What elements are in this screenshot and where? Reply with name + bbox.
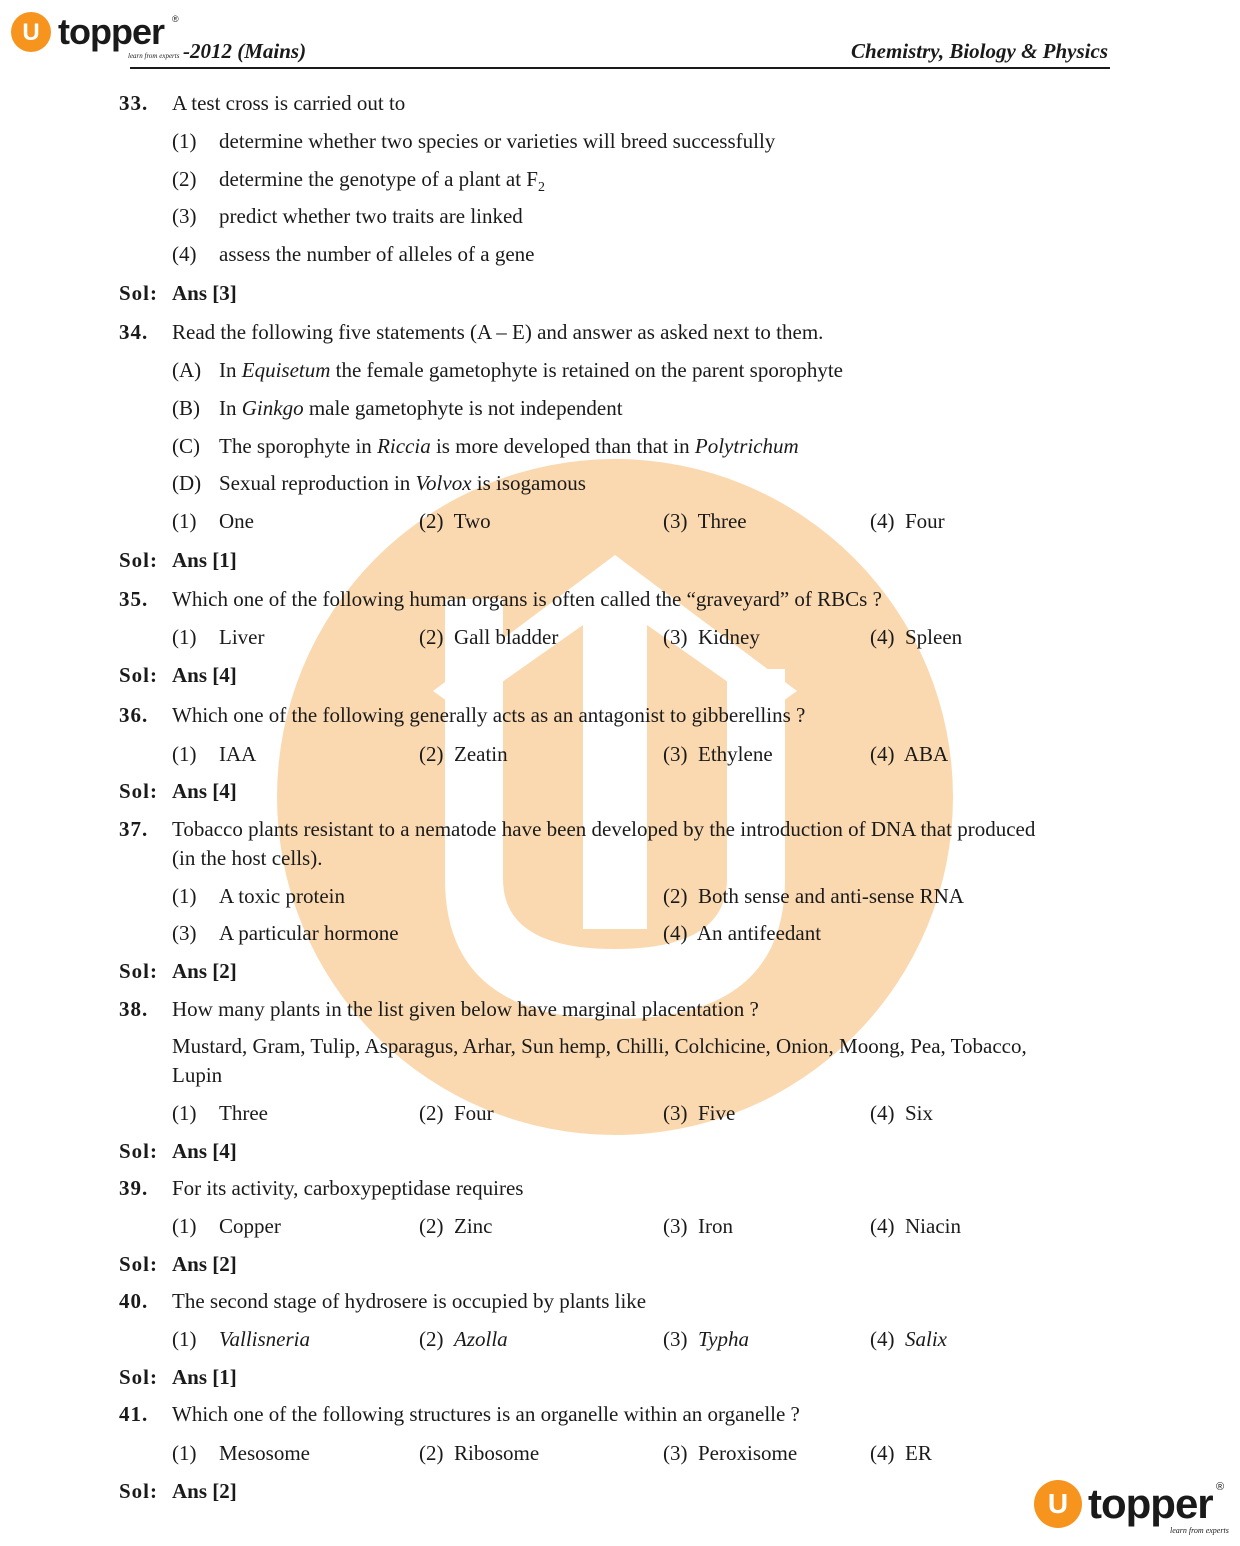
option: (4) Spleen (870, 625, 963, 649)
question-number: 34. (119, 320, 149, 344)
option: (4) Six (870, 1101, 934, 1125)
question-text: Which one of the following structures is an organelle within an organelle ? (172, 1402, 800, 1426)
option: (2) Zinc (419, 1214, 493, 1238)
solution-label: Sol: (119, 663, 159, 687)
solution-label: Sol: (119, 1479, 159, 1503)
question-text-continued: (in the host cells). (172, 846, 323, 870)
option: (2) determine the genotype of a plant at $F_2$ (172, 167, 545, 196)
option: (1) Copper (172, 1214, 281, 1238)
exam-title: -2012 (Mains) (183, 39, 307, 63)
option: (4) ABA (870, 742, 949, 766)
solution-label: Sol: (119, 1139, 159, 1163)
question-text: Tobacco plants resistant to a nematode have been developed by the introduction of DNA that produced (172, 817, 1036, 841)
plant-list-continued: Lupin (172, 1063, 223, 1087)
answer: Ans [3] (172, 281, 237, 305)
plant-list: Mustard, Gram, Tulip, Asparagus, Arhar, Sun hemp, Chilli, Colchicine, Onion, Moong, Pea, Tobacco, (172, 1034, 1027, 1058)
option: (2) Four (419, 1101, 494, 1125)
question-number: 35. (119, 587, 149, 611)
question-number: 39. (119, 1176, 149, 1200)
svg-text:learn from experts: learn from experts (1170, 1526, 1229, 1535)
option: (3) predict whether two traits are linked (172, 204, 523, 228)
option: (4) Niacin (870, 1214, 961, 1238)
svg-text:learn from experts: learn from experts (128, 52, 180, 60)
solution-label: Sol: (119, 548, 159, 572)
solution-label: Sol: (119, 281, 159, 305)
option: (1) Mesosome (172, 1441, 310, 1465)
option: (1) Three (172, 1101, 268, 1125)
statement: (D) Sexual reproduction in Volvox is isogamous (172, 471, 586, 495)
svg-text:U: U (1047, 1488, 1069, 1519)
question-text: Read the following five statements (A – E) and answer as asked next to them. (172, 320, 824, 344)
topper-logo-icon (10, 8, 190, 62)
option: (4) assess the number of alleles of a gene (172, 242, 535, 266)
svg-text:®: ® (172, 14, 179, 24)
svg-text:®: ® (1216, 1481, 1225, 1493)
option: (4) Four (870, 509, 945, 533)
option: (2) Both sense and anti-sense RNA (663, 884, 964, 908)
statement: (C) The sporophyte in Riccia is more developed than that in Polytrichum (172, 434, 799, 458)
answer: Ans [1] (172, 1365, 237, 1389)
statement: (B) In Ginkgo male gametophyte is not independent (172, 396, 623, 420)
question-text: A test cross is carried out to (172, 91, 406, 115)
solution-label: Sol: (119, 1365, 159, 1389)
question-text: Which one of the following human organs is often called the “graveyard” of RBCs ? (172, 587, 882, 611)
option: (3) Peroxisome (663, 1441, 798, 1465)
svg-text:topper: topper (1088, 1480, 1213, 1527)
question-number: 36. (119, 703, 149, 727)
solution-label: Sol: (119, 959, 159, 983)
option: (3) Kidney (663, 625, 760, 649)
answer: Ans [4] (172, 663, 237, 687)
option: (3) Ethylene (663, 742, 773, 766)
answer: Ans [4] (172, 1139, 237, 1163)
subject-title: Chemistry, Biology & Physics (850, 39, 1108, 63)
option: (1) A toxic protein (172, 884, 345, 908)
option: (1) determine whether two species or varieties will breed successfully (172, 129, 776, 153)
answer: Ans [2] (172, 1252, 237, 1276)
question-number: 33. (119, 91, 149, 115)
question-number: 37. (119, 817, 149, 841)
option: (1) One (172, 509, 254, 533)
question-text: For its activity, carboxypeptidase requires (172, 1176, 524, 1200)
answer: Ans [2] (172, 959, 237, 983)
question-text: The second stage of hydrosere is occupied by plants like (172, 1289, 647, 1313)
option: (2) Gall bladder (419, 625, 559, 649)
option: (4) ER (870, 1441, 932, 1465)
option: (2) Ribosome (419, 1441, 540, 1465)
question-text: How many plants in the list given below have marginal placentation ? (172, 997, 759, 1021)
page-header (0, 0, 1240, 72)
option: (4) An antifeedant (663, 921, 822, 945)
header-divider (130, 67, 1110, 69)
question-text: Which one of the following generally acts as an antagonist to gibberellins ? (172, 703, 806, 727)
solution-label: Sol: (119, 1252, 159, 1276)
svg-text:topper: topper (58, 11, 164, 52)
option: (3) A particular hormone (172, 921, 399, 945)
option: (1) IAA (172, 742, 257, 766)
option: (2) Azolla (419, 1327, 508, 1351)
option: (1) Vallisneria (172, 1327, 311, 1351)
option: (2) Two (419, 509, 491, 533)
option: (2) Zeatin (419, 742, 508, 766)
svg-text:U: U (22, 19, 40, 46)
question-number: 40. (119, 1289, 149, 1313)
question-number: 41. (119, 1402, 149, 1426)
topper-logo-footer-icon (1030, 1478, 1230, 1538)
option: (1) Liver (172, 625, 265, 649)
option: (3) Five (663, 1101, 736, 1125)
question-number: 38. (119, 997, 149, 1021)
solution-label: Sol: (119, 779, 159, 803)
answer: Ans [4] (172, 779, 237, 803)
option: (3) Iron (663, 1214, 733, 1238)
answer: Ans [2] (172, 1479, 237, 1503)
option: (4) Salix (870, 1327, 947, 1351)
answer: Ans [1] (172, 548, 237, 572)
statement: (A) In Equisetum the female gametophyte is retained on the parent sporophyte (172, 358, 843, 382)
option: (3) Three (663, 509, 747, 533)
option: (3) Typha (663, 1327, 749, 1351)
